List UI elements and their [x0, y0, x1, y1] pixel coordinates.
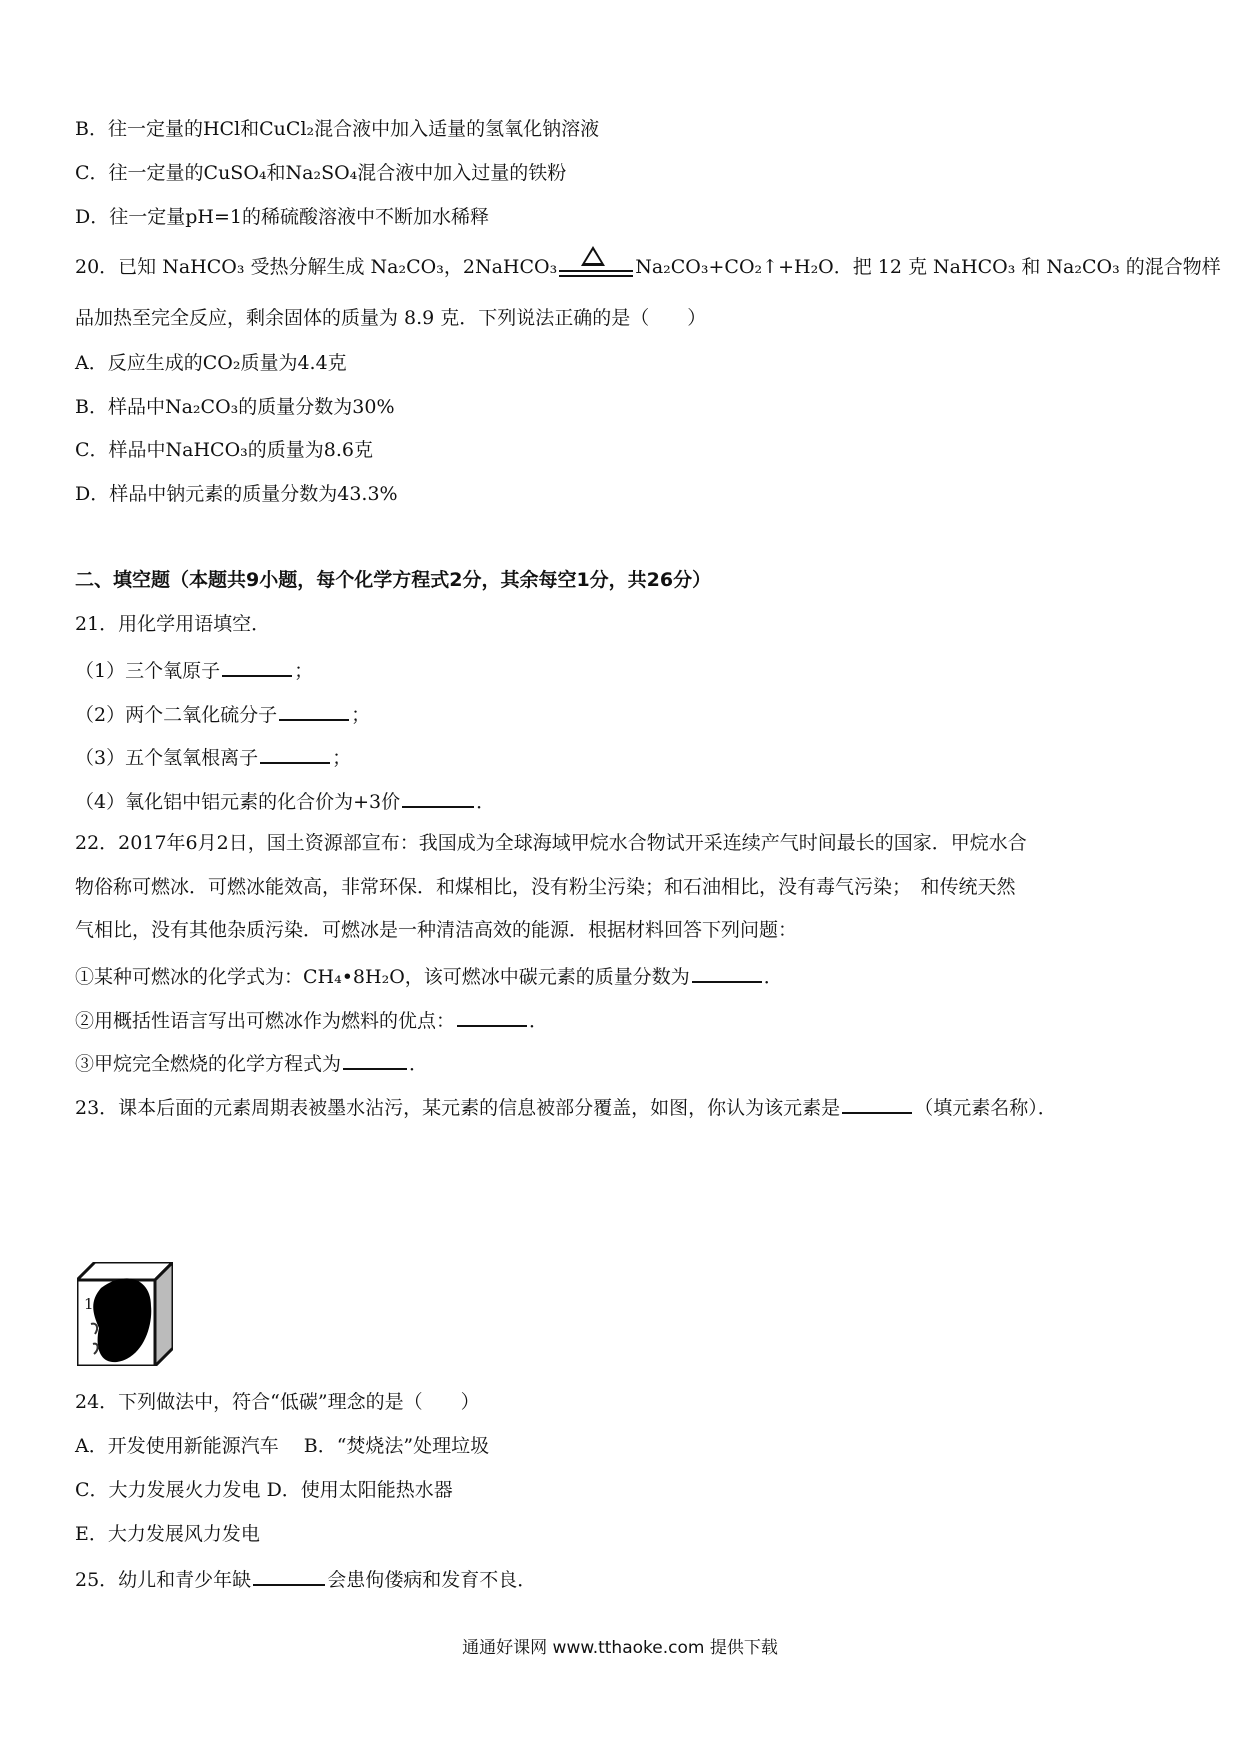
q21-item-3-text: （3）五个氢氧根离子 — [75, 747, 259, 769]
q20-option-b: B．样品中Na₂CO₃的质量分数为30% — [75, 396, 395, 418]
q25-stem-tail: 会患佝偻病和发育不良． — [327, 1569, 537, 1591]
q22-sub-3-text: ③甲烷完全燃烧的化学方程式为 — [75, 1053, 342, 1075]
q23-stem-tail: （填元素名称）． — [914, 1097, 1057, 1119]
q23-stem — [75, 1092, 1057, 1121]
period: ． — [409, 1053, 429, 1075]
q21-item-4 — [75, 786, 495, 815]
heat-reaction-arrow-icon — [559, 258, 633, 278]
q21-stem: 21．用化学用语填空． — [75, 613, 271, 635]
q21-item-4-text: （4）氧化铝中铝元素的化合价为+3价 — [75, 791, 401, 813]
answer-blank — [402, 786, 474, 808]
q20-stem-line1 — [75, 254, 1221, 280]
answer-blank — [343, 1048, 407, 1070]
q22-paragraph-line3: 气相比，没有其他杂质污染．可燃冰是一种清洁高效的能源．根据材料回答下列问题： — [75, 919, 798, 941]
q20-stem-line2: 品加热至完全反应，剩余固体的质量为 8.9 克．下列说法正确的是（ ） — [75, 307, 707, 329]
q22-sub-2 — [75, 1005, 548, 1034]
answer-blank — [260, 742, 330, 764]
q20-option-d: D．样品中钠元素的质量分数为43.3% — [75, 483, 398, 505]
q21-item-1 — [75, 655, 313, 684]
answer-blank — [457, 1005, 527, 1027]
q20-option-c: C．样品中NaHCO₃的质量为8.6克 — [75, 439, 374, 461]
answer-blank — [222, 655, 292, 677]
section-title-fill-in: 二、填空题（本题共9小题，每个化学方程式2分，其余每空1分，共26分） — [75, 569, 712, 591]
q21-item-1-text: （1）三个氧原子 — [75, 660, 221, 682]
answer-blank — [692, 961, 762, 983]
semicolon: ； — [351, 704, 371, 726]
answer-blank — [253, 1564, 325, 1586]
period: ． — [763, 966, 783, 988]
q20-option-a: A．反应生成的CO₂质量为4.4克 — [75, 352, 347, 374]
q22-sub-2-text: ②用概括性语言写出可燃冰作为燃料的优点： — [75, 1010, 456, 1032]
q24-stem: 24．下列做法中，符合“低碳”理念的是（ ） — [75, 1391, 480, 1413]
q21-item-2 — [75, 699, 370, 728]
answer-blank — [842, 1092, 912, 1114]
period: ． — [476, 791, 496, 813]
q25-stem — [75, 1564, 536, 1593]
q22-paragraph-line1: 22．2017年6月2日，国土资源部宣布：我国成为全球海域甲烷水合物试开采连续产气时间最长的国家．甲烷水合 — [75, 832, 1027, 854]
q21-item-3 — [75, 742, 351, 771]
ink-stained-element-card-icon — [77, 1262, 173, 1366]
q20-stem-part-b: Na₂CO₃+CO₂↑+H₂O．把 12 克 NaHCO₃ 和 Na₂CO₃ 的混合物样 — [635, 256, 1221, 278]
q24-options-cd: C．大力发展火力发电 D．使用太阳能热水器 — [75, 1479, 453, 1501]
q20-stem-part-a: 20．已知 NaHCO₃ 受热分解生成 Na₂CO₃，2NaHCO₃ — [75, 256, 558, 278]
q22-paragraph-line2: 物俗称可燃冰．可燃冰能效高，非常环保．和煤相比，没有粉尘污染；和石油相比，没有毒气污染； 和传统天然 — [75, 876, 1016, 898]
semicolon: ； — [332, 747, 352, 769]
semicolon: ； — [294, 660, 314, 682]
answer-blank — [279, 699, 349, 721]
element-atomic-number: 1 — [84, 1295, 94, 1313]
page-footer: 通通好课网 www.tthaoke.com 提供下载 — [462, 1638, 778, 1658]
q24-options-ab: A．开发使用新能源汽车 B．“焚烧法”处理垃圾 — [75, 1435, 490, 1457]
q19-option-d: D．往一定量pH=1的稀硫酸溶液中不断加水稀释 — [75, 206, 489, 228]
q22-sub-1 — [75, 961, 783, 990]
q21-item-2-text: （2）两个二氧化硫分子 — [75, 704, 278, 726]
q19-option-b: B．往一定量的HCl和CuCl₂混合液中加入适量的氢氧化钠溶液 — [75, 118, 600, 140]
q23-stem-text: 23．课本后面的元素周期表被墨水沾污，某元素的信息被部分覆盖，如图，你认为该元素是 — [75, 1097, 841, 1119]
q24-option-e: E．大力发展风力发电 — [75, 1523, 260, 1545]
q19-option-c: C．往一定量的CuSO₄和Na₂SO₄混合液中加入过量的铁粉 — [75, 162, 567, 184]
period: ． — [529, 1010, 549, 1032]
q22-sub-1-text: ①某种可燃冰的化学式为：CH₄•8H₂O，该可燃冰中碳元素的质量分数为 — [75, 966, 690, 988]
q25-stem-text: 25．幼儿和青少年缺 — [75, 1569, 252, 1591]
q22-sub-3 — [75, 1048, 428, 1077]
